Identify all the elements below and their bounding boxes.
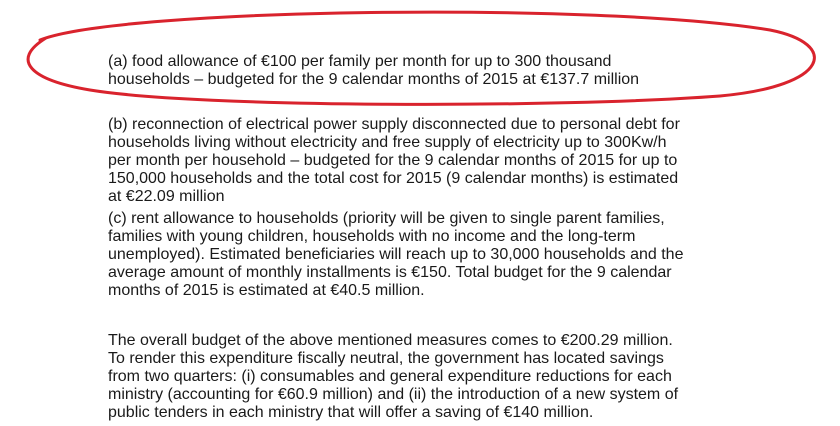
item-b-text: (b) reconnection of electrical power supply disconnected due to personal debt for households living without electricity and free supply of electricity up to 300Kw/h per month per household – budgeted for the 9 calendar months of 2015 for up to 150,000 households and the total cost for 2015 (9 calendar months) is estimated at €22.09 million xyxy=(108,116,680,205)
item-c-text: (c) rent allowance to households (priority will be given to single parent families, families with young children, households with no income and the long-term unemployed). Estimated beneficiaries will reach up to 30,000 households and the average amount of monthly installments is €150. Total budget for the 9 calendar months of 2015 is estimated at €40.5 million. xyxy=(108,210,684,299)
item-c-paragraph xyxy=(108,210,828,300)
item-a-text: (a) food allowance of €100 per family per month for up to 300 thousand households – budgeted for the 9 calendar months of 2015 at €137.7 million xyxy=(108,53,640,88)
summary-paragraph xyxy=(108,332,828,422)
item-a-paragraph xyxy=(108,53,828,89)
summary-text: The overall budget of the above mentioned measures comes to €200.29 million. To render this expenditure fiscally neutral, the government has located savings from two quarters: (i) consumables and general expenditure reductions for each ministry (accounting for €60.9 million) and (ii) the introduction of a new system of public tenders in each ministry that will offer a saving of €140 million. xyxy=(108,332,679,421)
item-b-paragraph xyxy=(108,116,828,206)
